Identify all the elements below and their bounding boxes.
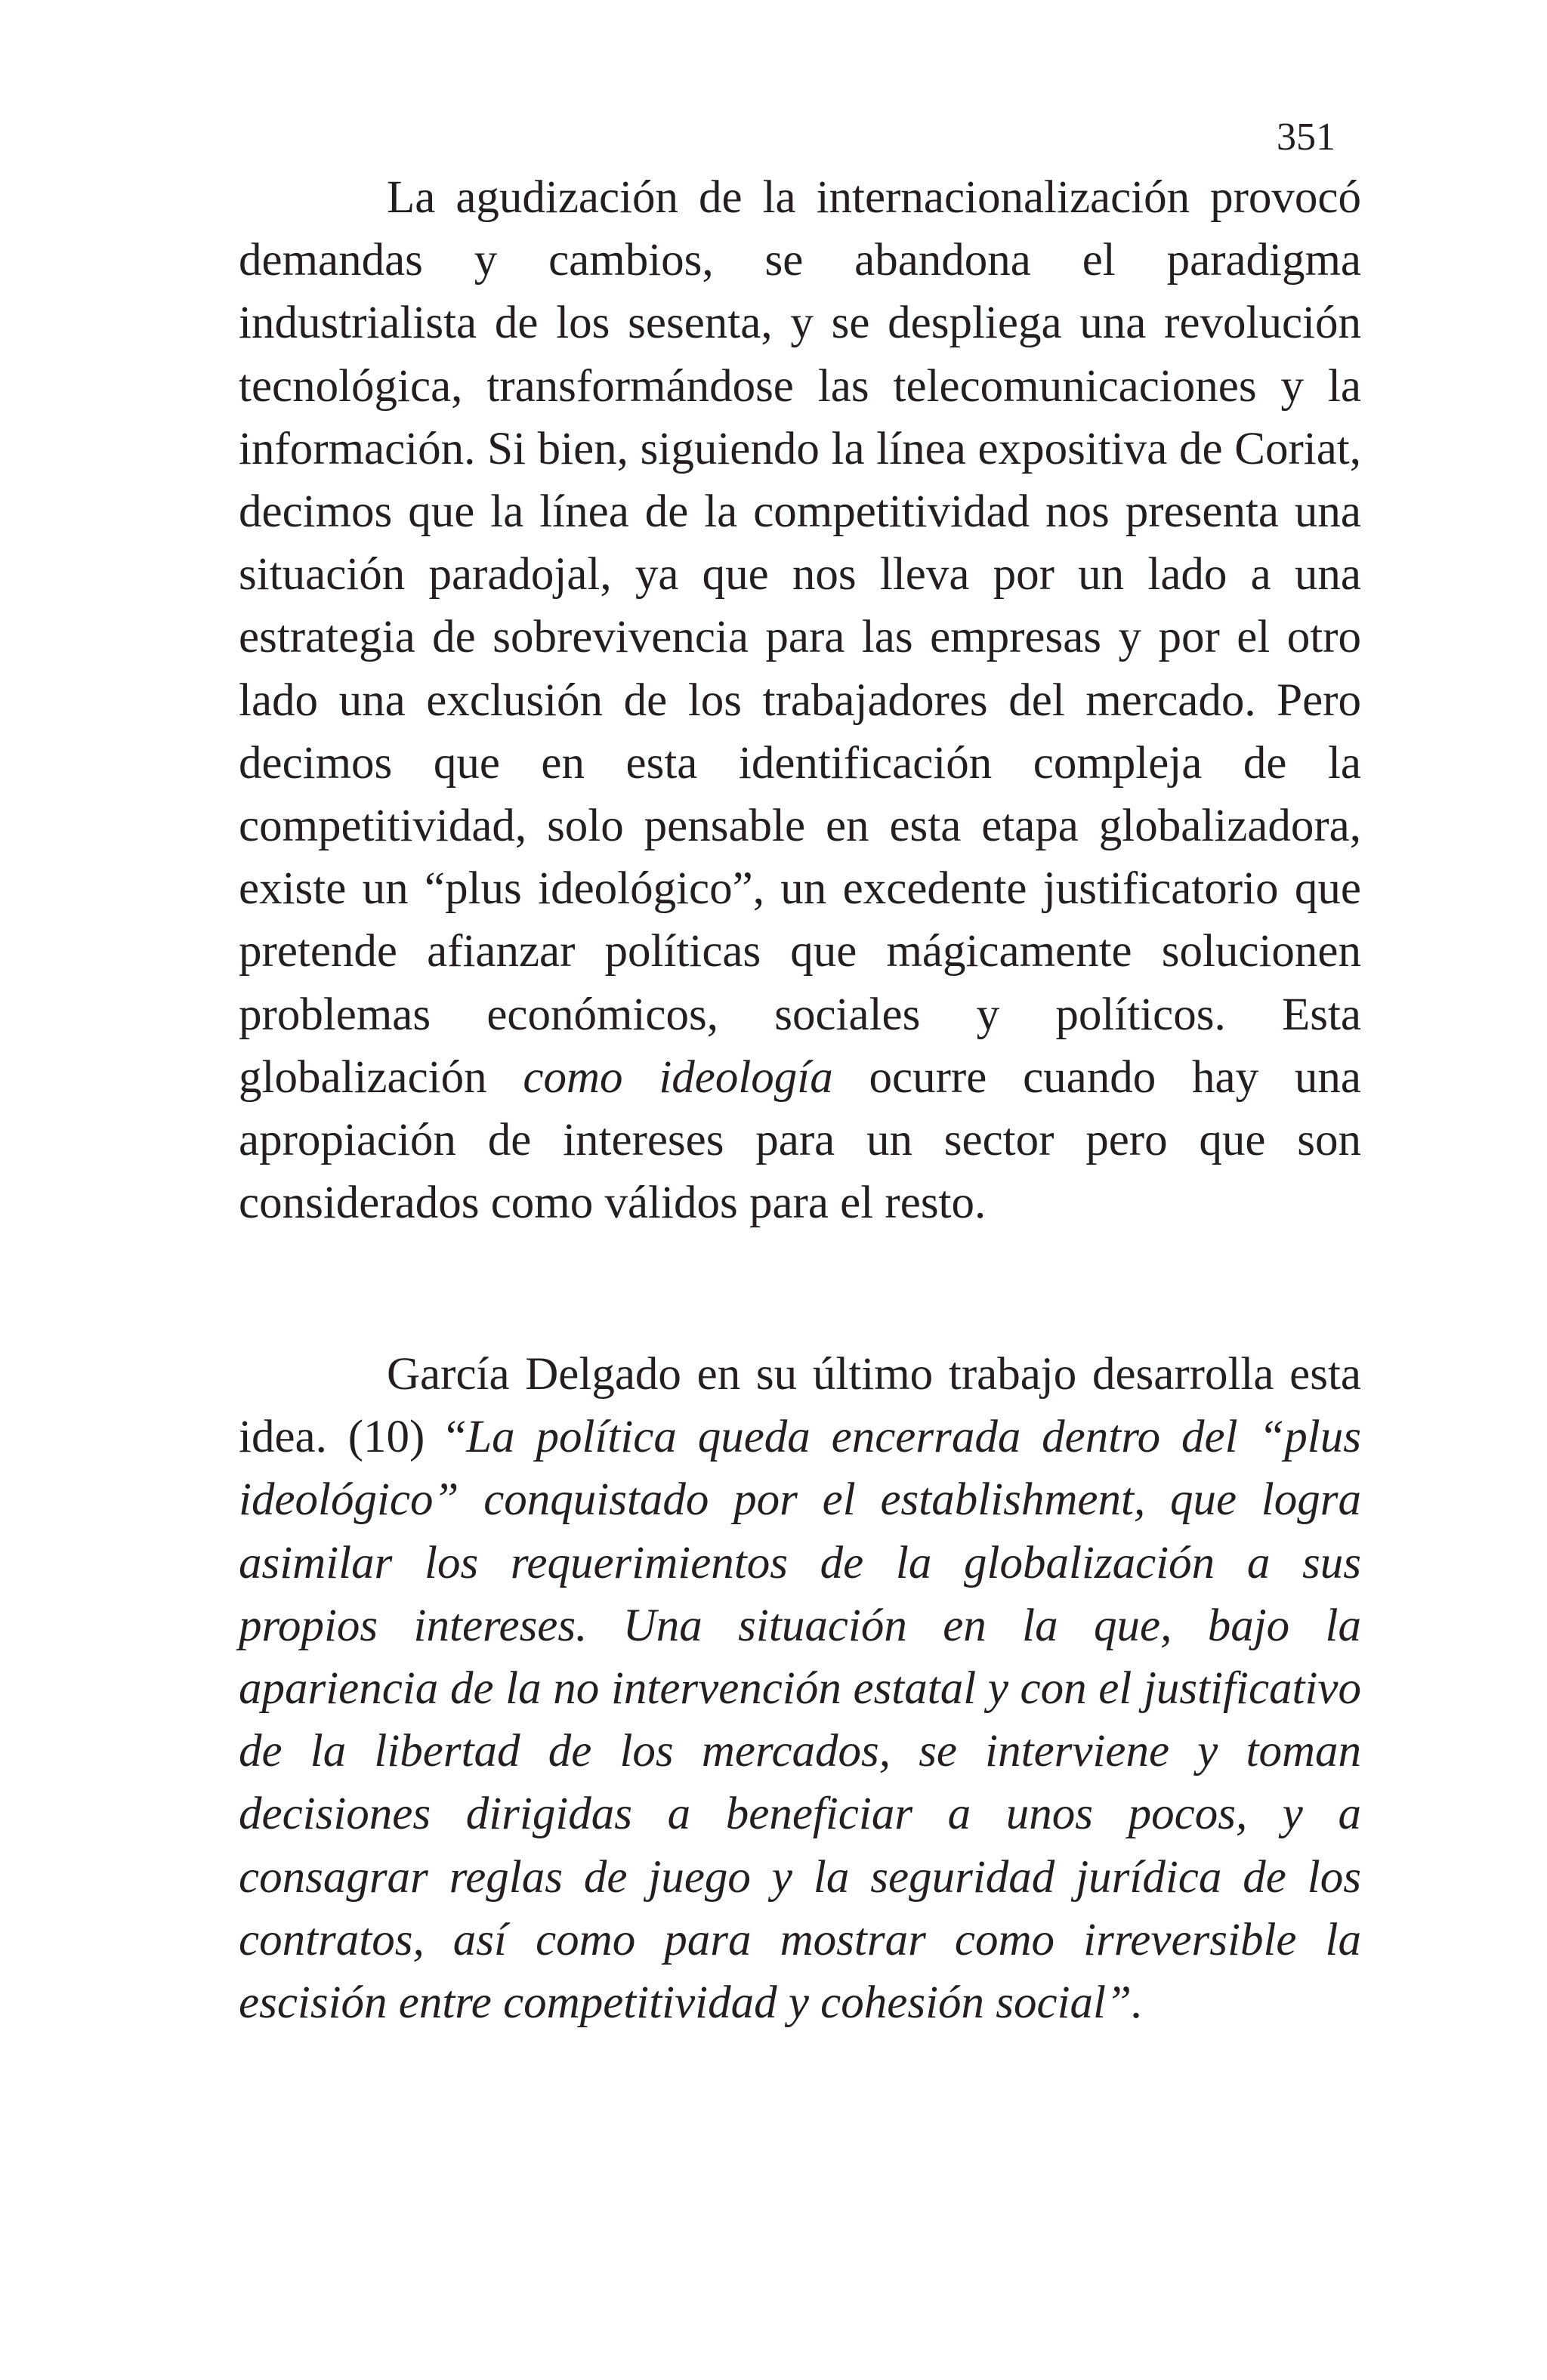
paragraph-1-text-b: ocurre cuando hay una apropiación de intereses para un sector pero que son considerados como válidos para el resto. [239,1051,1361,1229]
paragraph-1-emphasis: como ideología [523,1051,833,1103]
body-paragraph-2 [239,1343,1361,2034]
body-paragraph-1 [239,166,1361,1234]
page-number: 351 [1277,116,1335,159]
paragraph-1-text-a: La agudización de la internacionalización provocó demandas y cambios, se abandona el paradigma industrialista de los sesenta, y se despliega una revolución tecnológica, transformándose las telecomunicaciones y la información. Si bien, siguiendo la línea expositiva de Coriat, decimos que la línea de la competitividad nos presenta una situación paradojal, ya que nos lleva por un lado a una estrategia de sobrevivencia para las empresas y por el otro lado una exclusión de los trabajadores del mercado. Pero decimos que en esta identificación compleja de la competitividad, solo pensable en esta etapa globalizadora, existe un “plus ideológico”, un excedente justificatorio que pretende afianzar políticas que mágicamente solucionen problemas económicos, sociales y políticos. Esta globalización [239,172,1361,1103]
paragraph-2-intro: García Delgado en su último trabajo desarrolla esta idea. (10) “ [239,1349,1361,1463]
paragraph-2-quote: La política queda encerrada dentro del “plus ideológico” conquistado por el establishment, que logra asimilar los requerimientos de la globalización a sus propios intereses. Una situación en la que, bajo la apariencia de la no intervención estatal y con el justificativo de la libertad de los mercados, se interviene y toman decisiones dirigidas a beneficiar a unos pocos, y a consagrar reglas de juego y la seguridad jurídica de los contratos, así como para mostrar como irreversible la escisión entre competitividad y cohesión social”. [239,1412,1361,2029]
